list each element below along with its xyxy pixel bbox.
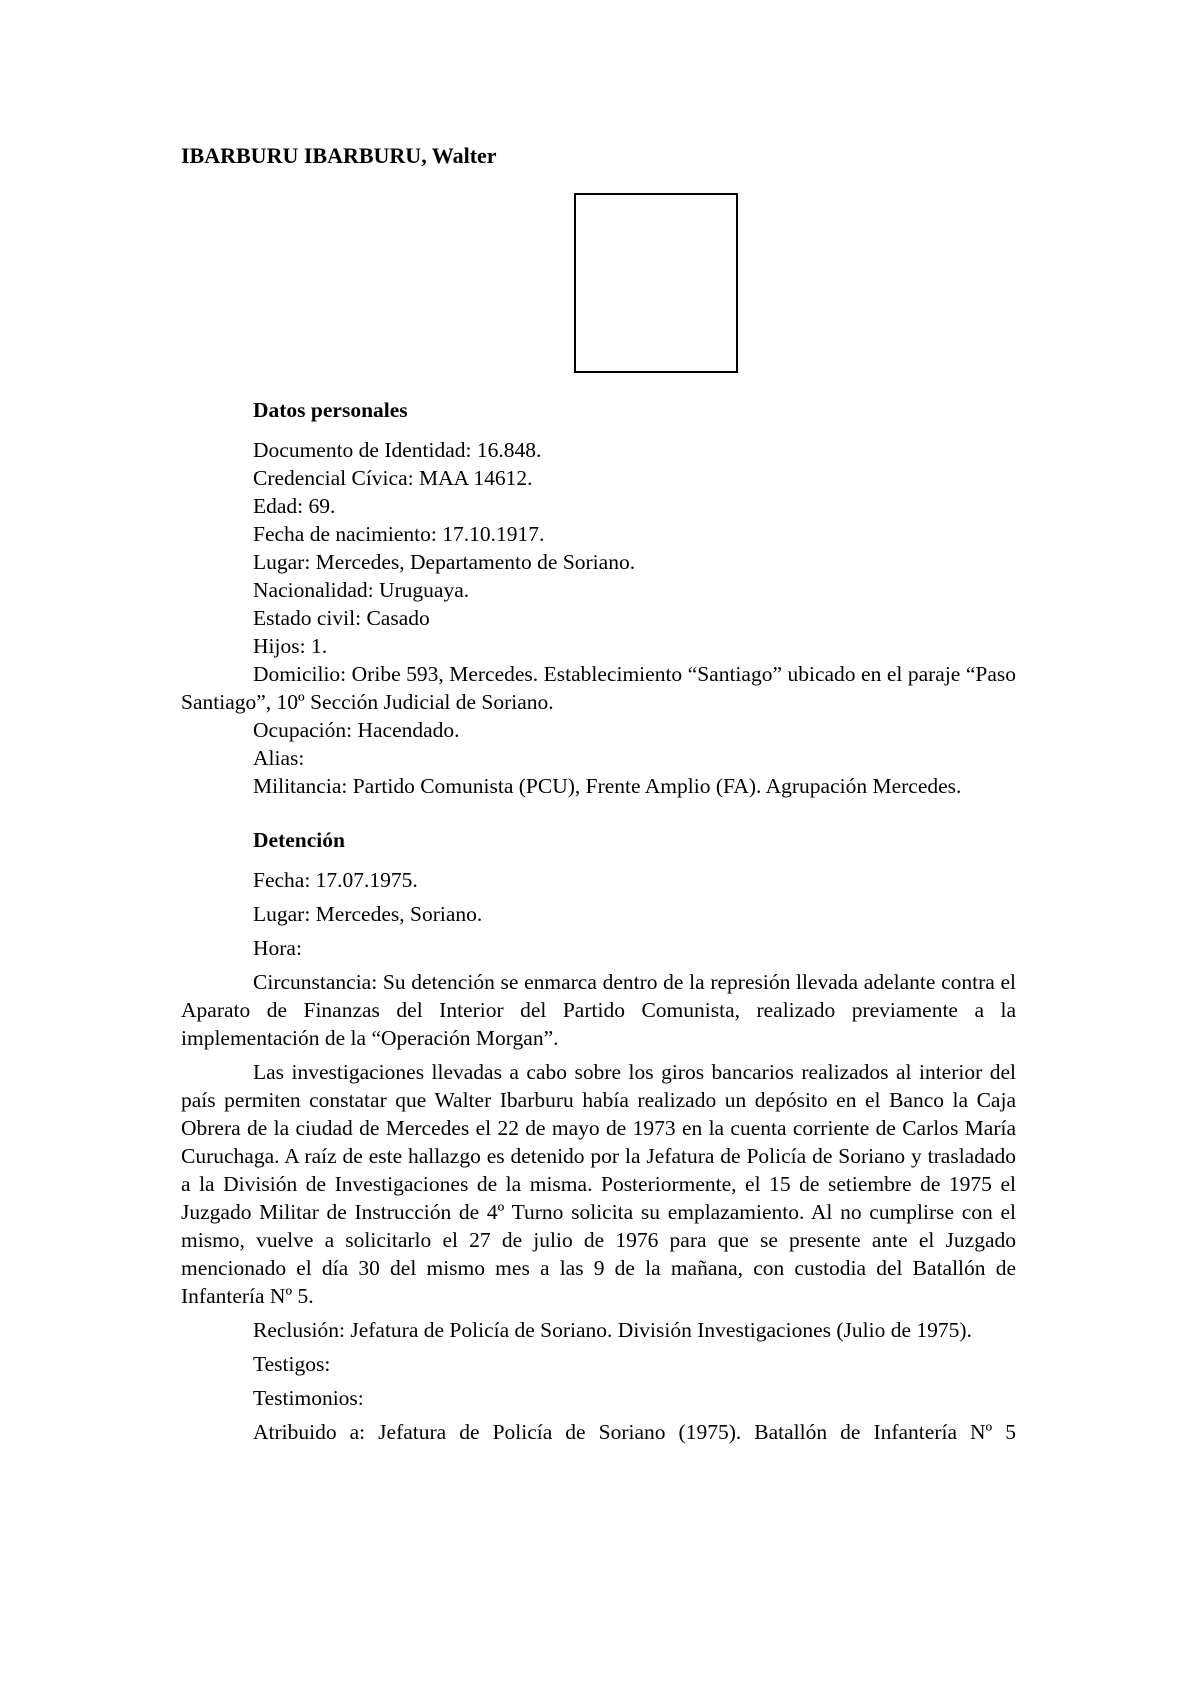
edad: Edad: 69. [253,494,336,518]
lugar-nacimiento: Lugar: Mercedes, Departamento de Soriano. [253,550,636,574]
ocupacion: Ocupación: Hacendado. [253,718,460,742]
detencion-lugar: Lugar: Mercedes, Soriano. [253,902,483,926]
detencion-section [181,826,1016,1446]
domicilio: Domicilio: Oribe 593, Mercedes. Establecimiento “Santiago” ubicado en el paraje “Paso Santiago”, 10º Sección Judicial de Soriano. [181,662,1016,714]
document-body [181,396,1016,1452]
detencion-reclusion: Reclusión: Jefatura de Policía de Soriano. División Investigaciones (Julio de 1975). [253,1318,972,1342]
datos-personales-section [181,396,1016,800]
documento-identidad: Documento de Identidad: 16.848. [253,438,542,462]
detencion-testimonios: Testimonios: [253,1386,364,1410]
detencion-fecha: Fecha: 17.07.1975. [253,868,418,892]
photo-placeholder [574,193,738,373]
credencial-civica: Credencial Cívica: MAA 14612. [253,466,533,490]
militancia: Militancia: Partido Comunista (PCU), Frente Amplio (FA). Agrupación Mercedes. [253,774,962,798]
datos-personales-heading: Datos personales [253,398,408,422]
alias: Alias: [253,746,305,770]
detencion-investigaciones: Las investigaciones llevadas a cabo sobre los giros bancarios realizados al interior del país permiten constatar que Walter Ibarburu había realizado un depósito en el Banco la Caja Obrera de la ciudad de Mercedes el 22 de mayo de 1973 en la cuenta corriente de Carlos María Curuchaga. A raíz de este hallazgo es detenido por la Jefatura de Policía de Soriano y trasladado a la División de Investigaciones de la misma. Posteriormente, el 15 de setiembre de 1975 el Juzgado Militar de Instrucción de 4º Turno solicita su emplazamiento. Al no cumplirse con el mismo, vuelve a solicitarlo el 27 de julio de 1976 para que se presente ante el Juzgado mencionado el día 30 del mismo mes a las 9 de la mañana, con custodia del Batallón de Infantería Nº 5. [181,1060,1016,1308]
detencion-circunstancia: Circunstancia: Su detención se enmarca dentro de la represión llevada adelante contra el Aparato de Finanzas del Interior del Partido Comunista, realizado previamente a la implementación de la “Operación Morgan”. [181,970,1016,1050]
detencion-heading: Detención [253,828,345,852]
nacionalidad: Nacionalidad: Uruguaya. [253,578,470,602]
detencion-atribuido: Atribuido a: Jefatura de Policía de Soriano (1975). Batallón de Infantería Nº 5 [253,1420,1016,1444]
fecha-nacimiento: Fecha de nacimiento: 17.10.1917. [253,522,545,546]
hijos: Hijos: 1. [253,634,328,658]
detencion-testigos: Testigos: [253,1352,331,1376]
detencion-hora: Hora: [253,936,302,960]
estado-civil: Estado civil: Casado [253,606,430,630]
page-title: IBARBURU IBARBURU, Walter [181,143,497,168]
